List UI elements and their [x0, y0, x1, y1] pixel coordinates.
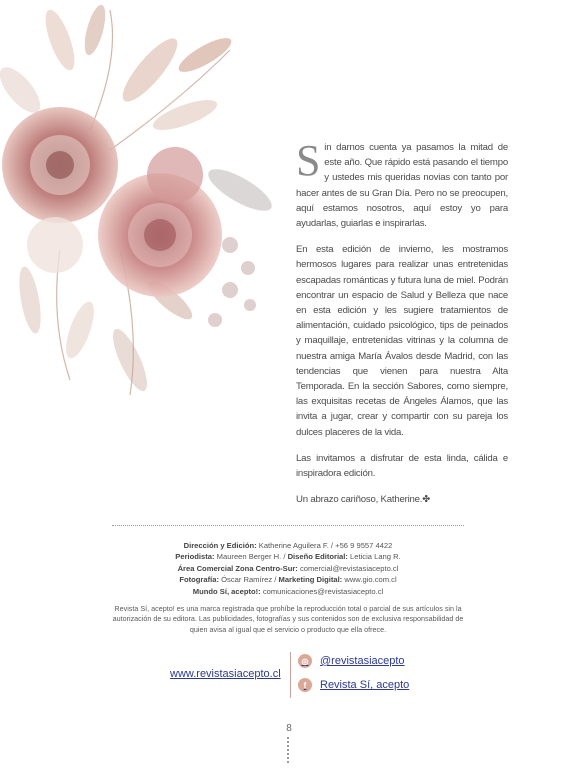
- credit-direction: Dirección y Edición: Katherine Aguilera F. / +56 9 9557 4422: [183, 541, 393, 550]
- instagram-icon: ◎: [298, 654, 312, 668]
- letter-signoff: Un abrazo cariñoso, Katherine.✤: [296, 494, 431, 506]
- letter-paragraph-3: Las invitamos a disfrutar de esta linda, cálida e inspiradora edición.: [296, 452, 508, 480]
- credits-block: [120, 540, 456, 597]
- floral-watercolor-illustration: [0, 0, 290, 420]
- editorial-letter: [296, 136, 508, 518]
- letter-paragraph-2: En esta edición de invierno, les mostramos hermosos lugares para realizar unas entretenidas escapadas románticas y futura luna de miel. Podrán encontrar un espacio de Salud y Belleza que nace en esta edición y les sugiere tratamientos de alimentación, cuidado psicológico, tips de peinados y maquillaje, entretenidas vitrinas y la columna de nuestra amiga María Ávalos desde Madrid, con las tendencias que vienen para nuestra Alta Temporada. En la sección Sabores, como siempre, las exquisitas recetas de Ángeles Álamos, que las invita a jugar, crear y compartir con su pareja los dulces placeres de la vida.: [296, 244, 508, 438]
- page-number: 8: [286, 723, 292, 734]
- page-dots-decoration: [287, 737, 290, 765]
- credit-commercial: Área Comercial Zona Centro-Sur: comercial@revistasiacepto.cl: [177, 563, 399, 573]
- facebook-handle: Revista Sí, acepto: [320, 679, 410, 691]
- facebook-link[interactable]: [298, 678, 409, 692]
- legal-notice: Revista Sí, acepto! es una marca registrada que prohíbe la reproducción total o parcial de sus artículos sin la autorización de su editora. Las publicidades, fotografías y sus contenidos son de exclusiva responsabilidad de quien avisa al igual que el servicio o producto que ella ofrece.: [112, 604, 464, 634]
- credit-journalist-design: Periodista: Maureen Berger H. / Diseño Editorial: Leticia Lang R.: [175, 552, 401, 562]
- instagram-handle: @revistasiacepto: [320, 655, 405, 667]
- drop-cap: S: [296, 136, 321, 185]
- footer-vertical-separator: [290, 652, 291, 698]
- dotted-divider: [112, 525, 464, 526]
- letter-paragraph-1: in darnos cuenta ya pasamos la mitad de este año. Que rápido está pasando el tiempo y ustedes mis queridas novias con tanto por hacer antes de su Gran Día. Pero no se preocupen, aquí estamos nosotros, aquí estoy yo para ayudarlas, guiarlas e inspirarlas.: [296, 142, 508, 230]
- credit-mundo: Mundo Sí, acepto!: comunicaciones@revistasiacepto.cl: [192, 586, 384, 596]
- credit-photo-marketing: Fotografía: Óscar Ramírez / Marketing Digital: www.gio.com.cl: [179, 575, 397, 585]
- website-link[interactable]: www.revistasiacepto.cl: [170, 668, 281, 680]
- instagram-link[interactable]: [298, 654, 405, 668]
- facebook-icon: f: [298, 678, 312, 692]
